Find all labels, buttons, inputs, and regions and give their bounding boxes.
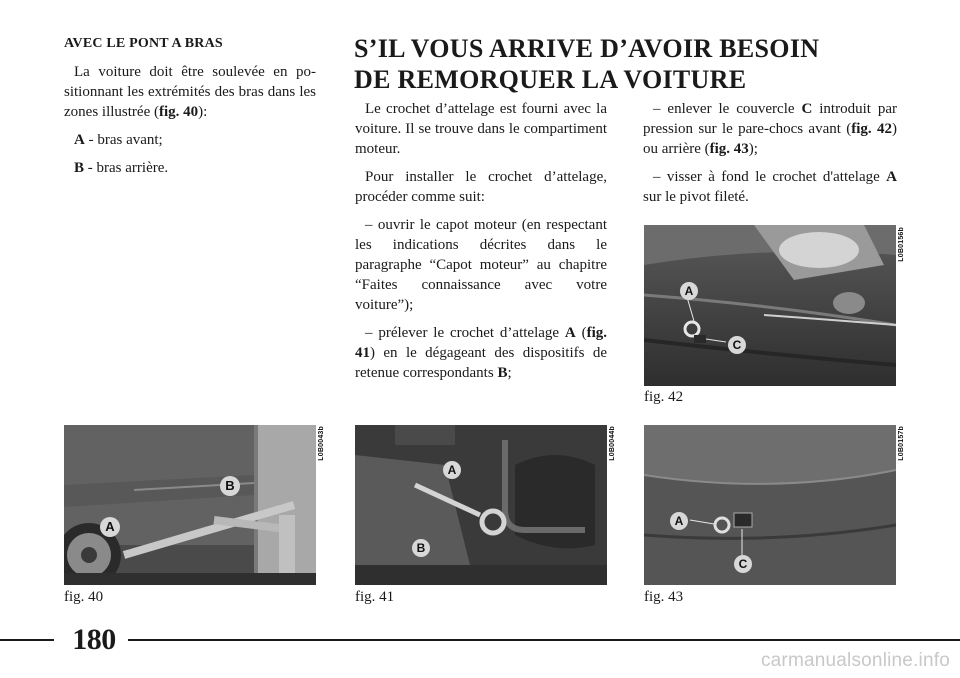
fig-41-ref: fig. 41 — [355, 325, 607, 361]
fig-42-code: L0B0156b — [898, 227, 905, 262]
fig-41-label-a: A — [443, 461, 461, 479]
fig-40-caption: fig. 40 — [64, 589, 104, 605]
p4-key-b: B — [497, 365, 508, 381]
fig-40-label-a: A — [100, 517, 120, 537]
mid-paragraph-4 — [355, 323, 607, 383]
item-a-key: A — [74, 132, 85, 148]
right-paragraph-1 — [643, 99, 897, 159]
footer-rule-right — [128, 639, 960, 641]
fig-42-image — [644, 225, 896, 386]
fig-42-label-a: A — [680, 282, 698, 300]
fig-40-label-b: B — [220, 476, 240, 496]
fig-43-label-a: A — [670, 512, 688, 530]
r1-text: – enlever le couvercle — [653, 101, 802, 117]
fig-42-ref: fig. 42 — [851, 121, 892, 137]
right-paragraph-2 — [643, 167, 897, 207]
section-heading: AVEC LE PONT A BRAS — [64, 36, 223, 51]
fig-41-image — [355, 425, 607, 585]
footer-rule-left — [0, 639, 54, 641]
r1-end: ); — [748, 141, 758, 157]
item-b-text: - bras arrière. — [84, 160, 169, 176]
item-a — [64, 130, 316, 150]
page-title — [354, 33, 914, 95]
fig-41-caption: fig. 41 — [355, 589, 395, 605]
item-b-key: B — [74, 160, 85, 176]
fig-43-illustration — [644, 425, 896, 585]
r2-key-a: A — [886, 169, 897, 185]
site-watermark: carmanualsonline.info — [760, 650, 950, 671]
fig-42-caption: fig. 42 — [644, 389, 684, 405]
r2-text: – visser à fond le crochet d'attelage — [653, 169, 887, 185]
title-line-2: DE REMORQUER LA VOITURE — [354, 65, 747, 94]
mid-paragraph-1: Le crochet d’attelage est fourni avec la voiture. Il se trouve dans le compartiment moteur. — [355, 101, 607, 157]
fig-42-label-c: C — [728, 336, 746, 354]
r1-text-2: introduit par pression sur le pare-chocs avant ( — [643, 101, 897, 137]
fig-43-image — [644, 425, 896, 585]
page-number: 180 — [72, 623, 116, 656]
title-line-1: S’IL VOUS ARRIVE D’AVOIR BESOIN — [354, 34, 820, 63]
fig-43-code: L0B0157b — [898, 426, 905, 461]
mid-paragraph-3: – ouvrir le capot moteur (en respectant les indications décrites dans le paragraphe “Capot moteur” au chapitre “Faites connaissance avec votre voiture”); — [355, 217, 607, 313]
p4-key-a: A — [564, 325, 576, 341]
r2-end: sur le pivot fileté. — [643, 189, 749, 205]
fig-42-illustration — [644, 225, 896, 386]
intro-paragraph — [64, 62, 316, 122]
fig-40-illustration — [64, 425, 316, 585]
middle-column — [355, 99, 607, 391]
right-column — [643, 99, 897, 215]
intro-end: ): — [198, 104, 208, 120]
p4-text-2: ) en le dégageant des dispositifs de retenue correspondants — [355, 345, 607, 381]
fig-40-ref: fig. 40 — [158, 104, 199, 120]
fig-41-illustration — [355, 425, 607, 585]
item-a-text: - bras avant; — [84, 132, 163, 148]
fig-41-label-b: B — [412, 539, 430, 557]
fig-43-caption: fig. 43 — [644, 589, 684, 605]
p4-text: – prélever le crochet d’attelage — [365, 325, 565, 341]
r1-key-c: C — [801, 101, 813, 117]
intro-text: La voiture doit être soulevée en positionnant les extrémités des bras dans les zones illustrée ( — [64, 64, 316, 120]
r1-text-3: ) ou arrière ( — [643, 121, 897, 157]
fig-40-image — [64, 425, 316, 585]
mid-paragraph-2: Pour installer le crochet d’attelage, procéder comme suit: — [355, 169, 607, 205]
item-b — [64, 158, 316, 178]
fig-40-code: L0B0043b — [318, 426, 325, 461]
fig-43-ref: fig. 43 — [709, 141, 749, 157]
p4-end: ; — [507, 365, 512, 381]
p4-paren: ( — [575, 325, 587, 341]
fig-41-code: L0B0044b — [609, 426, 616, 461]
fig-43-label-c: C — [734, 555, 752, 573]
left-column — [64, 62, 316, 186]
